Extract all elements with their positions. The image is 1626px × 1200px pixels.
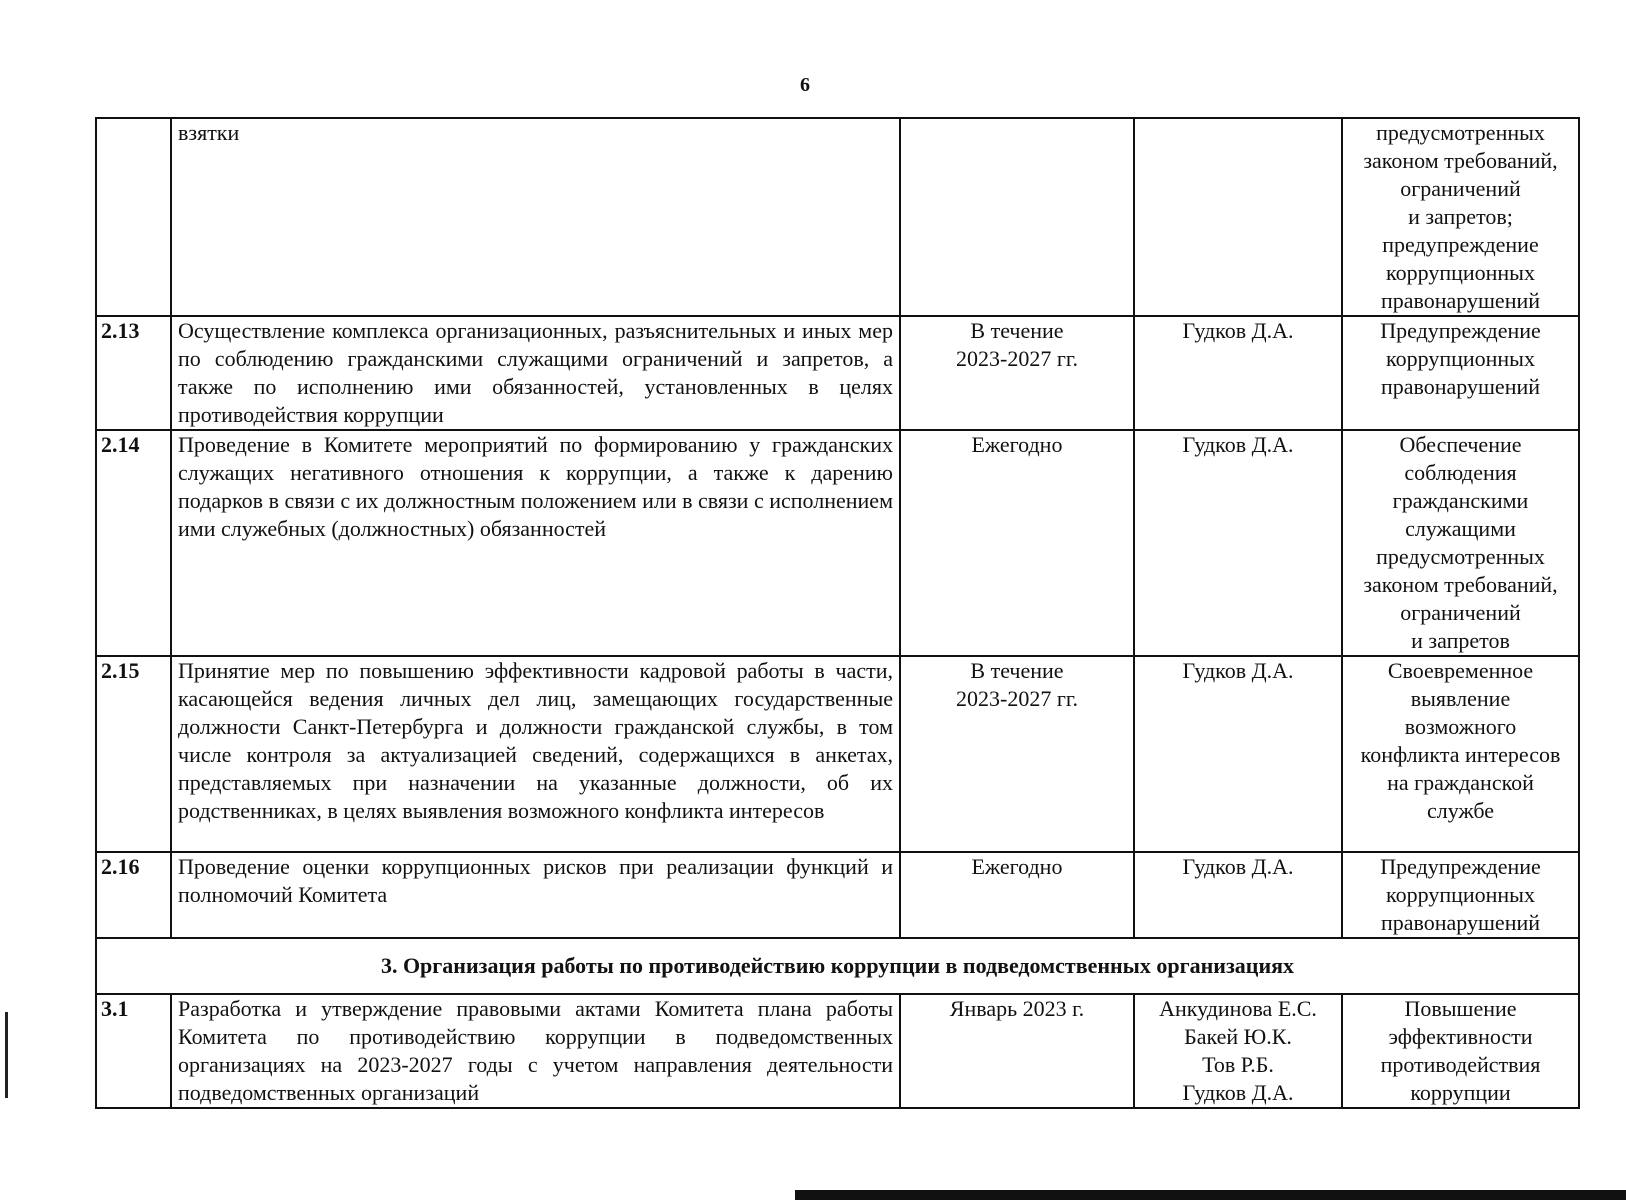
item-description: Осуществление комплекса организационных, разъяснительных и иных мер по соблюдению гражданскими служащими ограничений и запретов, а также по исполнению ими обязанностей, установленных в целях противодействия коррупции xyxy=(171,316,900,430)
item-expected-result: Предупреждение коррупционных правонарушений xyxy=(1342,852,1579,938)
item-expected-result: Своевременное выявление возможного конфликта интересов на гражданской службе xyxy=(1342,656,1579,852)
item-number: 3.1 xyxy=(96,994,171,1108)
table-row xyxy=(96,118,1579,316)
section-header-row xyxy=(96,938,1579,994)
table-row xyxy=(96,994,1579,1108)
item-number: 2.16 xyxy=(96,852,171,938)
scan-bottom-edge xyxy=(795,1190,1626,1200)
table-row xyxy=(96,316,1579,430)
item-expected-result: Предупреждение коррупционных правонарушений xyxy=(1342,316,1579,430)
table-row xyxy=(96,430,1579,656)
item-number: 2.13 xyxy=(96,316,171,430)
item-term xyxy=(900,118,1134,316)
item-description: взятки xyxy=(171,118,900,316)
item-expected-result: предусмотренных законом требований, ограничений и запретов; предупреждение коррупционных правонарушений xyxy=(1342,118,1579,316)
item-responsible: Анкудинова Е.С. Бакей Ю.К. Тов Р.Б. Гудков Д.А. xyxy=(1134,994,1342,1108)
item-responsible: Гудков Д.А. xyxy=(1134,656,1342,852)
page-number: 6 xyxy=(800,74,810,96)
item-term: В течение 2023-2027 гг. xyxy=(900,316,1134,430)
section-title: 3. Организация работы по противодействию коррупции в подведомственных организациях xyxy=(96,938,1579,994)
item-description: Проведение оценки коррупционных рисков при реализации функций и полномочий Комитета xyxy=(171,852,900,938)
table-row xyxy=(96,852,1579,938)
item-expected-result: Повышение эффективности противодействия коррупции xyxy=(1342,994,1579,1108)
item-responsible xyxy=(1134,118,1342,316)
item-responsible: Гудков Д.А. xyxy=(1134,430,1342,656)
item-term: Январь 2023 г. xyxy=(900,994,1134,1108)
item-description: Проведение в Комитете мероприятий по формированию у гражданских служащих негативного отношения к коррупции, а также к дарению подарков в связи с их должностным положением или в связи с исполнением ими служебных (должностных) обязанностей xyxy=(171,430,900,656)
item-description: Разработка и утверждение правовыми актами Комитета плана работы Комитета по противодействию коррупции в подведомственных организациях на 2023-2027 годы с учетом направления деятельности подведомственных организаций xyxy=(171,994,900,1108)
item-number: 2.15 xyxy=(96,656,171,852)
item-term: Ежегодно xyxy=(900,852,1134,938)
item-term: Ежегодно xyxy=(900,430,1134,656)
item-responsible: Гудков Д.А. xyxy=(1134,316,1342,430)
table-row xyxy=(96,656,1579,852)
item-number xyxy=(96,118,171,316)
item-description: Принятие мер по повышению эффективности кадровой работы в части, касающейся ведения личных дел лиц, замещающих государственные должности Санкт-Петербурга и должности гражданской службы, в том числе контроля за актуализацией сведений, содержащихся в анкетах, представляемых при назначении на указанные должности, об их родственниках, в целях выявления возможного конфликта интересов xyxy=(171,656,900,852)
anticorruption-plan-table xyxy=(95,117,1580,1109)
item-expected-result: Обеспечение соблюдения гражданскими служащими предусмотренных законом требований, ограничений и запретов xyxy=(1342,430,1579,656)
scan-margin-line xyxy=(5,1012,8,1098)
item-number: 2.14 xyxy=(96,430,171,656)
item-responsible: Гудков Д.А. xyxy=(1134,852,1342,938)
item-term: В течение 2023-2027 гг. xyxy=(900,656,1134,852)
